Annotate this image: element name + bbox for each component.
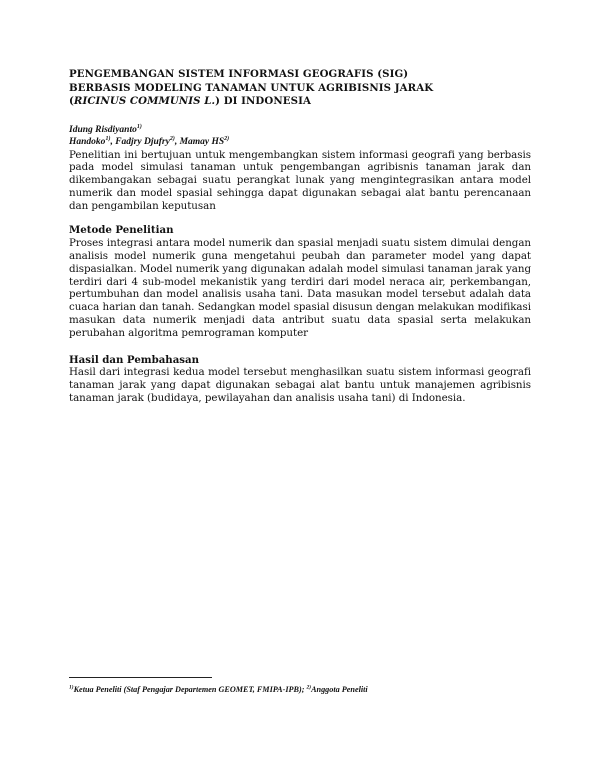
- author-affiliation-mark: 2): [224, 135, 230, 142]
- section-heading-results: Hasil dan Pembahasan: [69, 353, 200, 366]
- title-line-1: PENGEMBANGAN SISTEM INFORMASI GEOGRAFIS (SIG): [69, 68, 409, 80]
- title-species-name: RICINUS COMMUNIS L.: [73, 95, 216, 107]
- footnote-divider: [69, 677, 212, 678]
- footnote-mark: 2): [306, 684, 312, 691]
- paper-title: [69, 68, 531, 109]
- document-page: [69, 68, 531, 405]
- author-line-2: [69, 136, 531, 149]
- author-list: [69, 124, 531, 149]
- title-line-3: [69, 95, 531, 109]
- title-paren-open: (: [69, 95, 74, 107]
- footnote-mark: 1): [69, 684, 74, 691]
- author-name: , Mamay HS: [174, 137, 225, 147]
- footnote: [69, 685, 368, 695]
- abstract-paragraph: Penelitian ini bertujuan untuk mengembangkan sistem informasi geografi yang berbasis pada model simulasi tanaman untuk pengembangan agribisnis tanaman jarak dan dikembangakan sebagai suatu perangkat lunak yang mengintegrasikan antara model numerik dan model spasial sehingga dapat digunakan sebagai alat bantu perencanaan dan pengambilan keputusan: [69, 148, 531, 212]
- author-affiliation-mark: 1): [105, 135, 111, 142]
- section-heading-method: Metode Penelitian: [69, 224, 174, 237]
- author-affiliation-mark: 2): [169, 135, 175, 142]
- author-line-1: [69, 124, 531, 137]
- title-line-3-rest: ) DI INDONESIA: [215, 95, 311, 107]
- author-name: , Fadjry Djufry: [110, 137, 170, 147]
- author-affiliation-mark: 1): [136, 123, 142, 130]
- author-name: Handoko: [69, 137, 106, 147]
- footnote-text: Anggota Peneliti: [311, 685, 368, 694]
- author-name: Idung Risdiyanto: [69, 124, 137, 135]
- footnote-text: Ketua Peneliti (Staf Pengajar Departemen GEOMET, FMIPA-IPB);: [73, 685, 307, 694]
- title-line-2: BERBASIS MODELING TANAMAN UNTUK AGRIBISNIS JARAK: [69, 81, 434, 94]
- results-paragraph: Hasil dari integrasi kedua model tersebut menghasilkan suatu sistem informasi geografi tanaman jarak yang dapat digunakan sebagai alat bantu untuk manajemen agribisnis tanaman jarak (budidaya, pewilayahan dan analisis usaha tani) di Indonesia.: [69, 366, 531, 405]
- method-paragraph: Proses integrasi antara model numerik dan spasial menjadi suatu sistem dimulai dengan analisis model numerik guna mengetahui peubah dan parameter model yang dapat dispasialkan. Model numerik yang digunakan adalah model simulasi tanaman jarak yang terdiri dari 4 sub-model mekanistik yang terdiri dari model neraca air, perkembangan, pertumbuhan dan model analisis usaha tani. Data masukan model tersebut adalah data cuaca harian dan tanah. Sedangkan model spasial disusun dengan melakukan modifikasi masukan data numerik menjadi data antribut suatu data spasial serta melakukan perubahan algoritma pemrograman komputer: [69, 237, 531, 339]
